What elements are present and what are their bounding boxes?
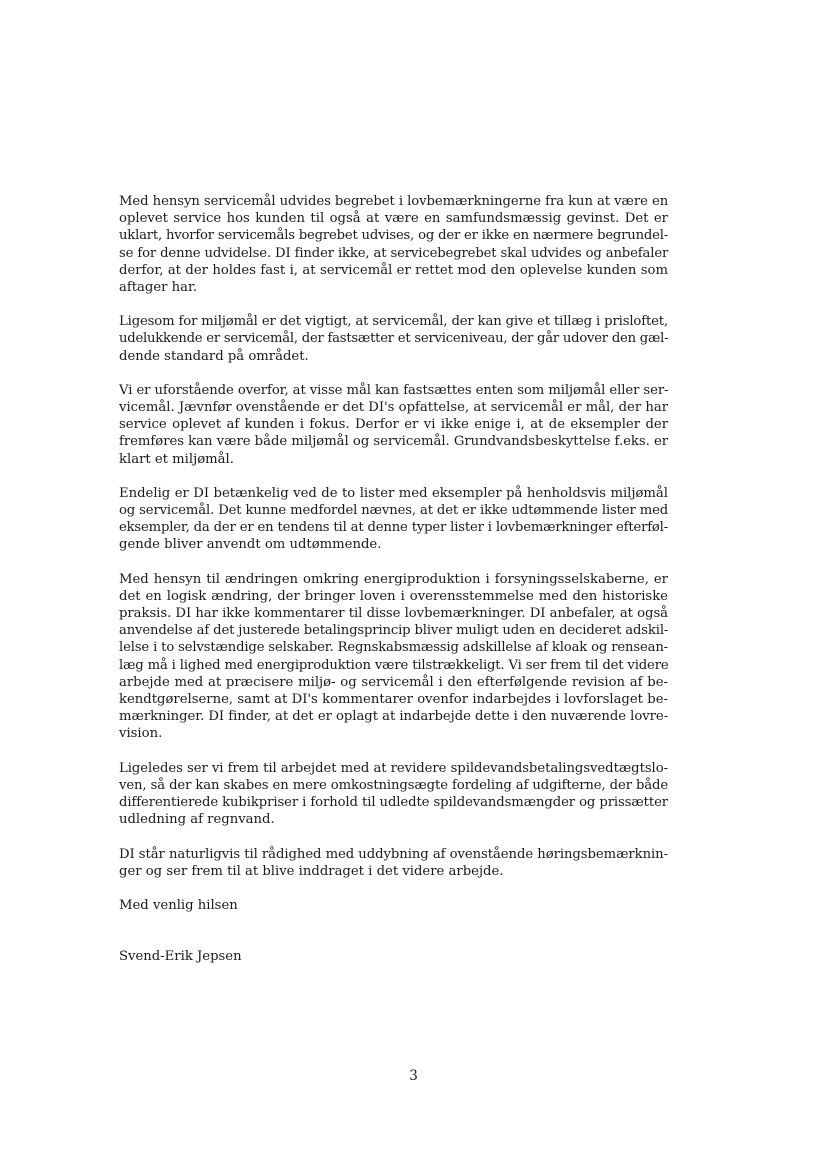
paragraph-6 — [119, 760, 668, 829]
text-line: læg må i lighed med energiproduktion være tilstrækkeligt. Vi ser frem til det videre — [119, 657, 669, 673]
text-line: aftager har. — [119, 280, 198, 296]
text-line: dende standard på området. — [119, 348, 309, 364]
text-line: Med hensyn til ændringen omkring energiproduktion i forsyningsselskaberne, er — [119, 571, 668, 587]
paragraph-5 — [119, 571, 668, 743]
text-line: uklart, hvorfor servicemåls begrebet udvises, og der er ikke en nærmere begrundel- — [119, 228, 668, 244]
paragraph-2 — [119, 313, 668, 365]
text-line: Endelig er DI betænkelig ved de to lister med eksempler på henholdsvis miljømål — [119, 485, 668, 501]
text-line: oplevet service hos kunden til også at være en samfundsmæssig gevinst. Det er — [119, 211, 668, 227]
paragraph-4 — [119, 485, 668, 554]
text-line: kendtgørelserne, samt at DI's kommentarer ovenfor indarbejdes i lovforslaget be- — [119, 692, 668, 708]
text-line: Ligeledes ser vi frem til arbejdet med at revidere spildevandsbetalingsvedtægtslo- — [119, 760, 668, 776]
text-line: udledning af regnvand. — [119, 812, 275, 828]
text-line: vicemål. Jævnfør ovenstående er det DI's opfattelse, at servicemål er mål, der har — [119, 400, 668, 416]
text-line: ven, så der kan skabes en mere omkostningsægte fordeling af udgifterne, der både — [119, 777, 669, 793]
text-line: praksis. DI har ikke kommentarer til disse lovbemærkninger. DI anbefaler, at også — [119, 606, 668, 622]
text-line: klart et miljømål. — [119, 451, 234, 467]
text-line: udelukkende er servicemål, der fastsætter et serviceniveau, der går udover den gæl- — [119, 331, 669, 347]
text-line: Vi er uforstående overfor, at visse mål kan fastsættes enten som miljømål eller ser- — [119, 382, 669, 398]
page-number: 3 — [409, 1068, 418, 1084]
letter-body — [119, 193, 668, 965]
text-line: det en logisk ændring, der bringer loven i overensstemmelse med den historiske — [119, 588, 668, 604]
signature-name: Svend-Erik Jepsen — [119, 949, 242, 965]
text-line: Ligesom for miljømål er det vigtigt, at servicemål, der kan give et tillæg i prisloftet, — [119, 314, 668, 330]
closing-salutation: Med venlig hilsen — [119, 897, 238, 913]
text-line: differentierede kubikpriser i forhold til udledte spildevandsmængder og prissætter — [119, 795, 668, 811]
paragraph-1 — [119, 193, 668, 296]
text-line: ger og ser frem til at blive inddraget i det videre arbejde. — [119, 863, 504, 879]
paragraph-7 — [119, 846, 668, 880]
text-line: service oplevet af kunden i fokus. Derfor er vi ikke enige i, at de eksempler der — [119, 417, 668, 433]
text-line: eksempler, da der er en tendens til at denne typer lister i lovbemærkninger efterføl- — [119, 520, 668, 536]
text-line: og servicemål. Det kunne medfordel nævnes, at det er ikke udtømmende lister med — [119, 503, 669, 519]
text-line: Med hensyn servicemål udvides begrebet i lovbemærkningerne fra kun at være en — [119, 194, 669, 209]
text-line: anvendelse af det justerede betalingsprincip bliver muligt uden en decideret adskil- — [119, 623, 669, 639]
text-line: derfor, at der holdes fast i, at servicemål er rettet mod den oplevelse kunden som — [119, 262, 668, 278]
text-line: lelse i to selvstændige selskaber. Regnskabsmæssig adskillelse af kloak og rensean- — [119, 640, 668, 656]
text-line: gende bliver anvendt om udtømmende. — [119, 537, 382, 553]
text-line: DI står naturligvis til rådighed med uddybning af ovenstående høringsbemærknin- — [119, 846, 668, 862]
text-line: fremføres kan være både miljømål og servicemål. Grundvandsbeskyttelse f.eks. er — [119, 434, 669, 450]
paragraph-3 — [119, 382, 668, 468]
text-line: arbejde med at præcisere miljø- og servicemål i den efterfølgende revision af be- — [119, 674, 668, 690]
text-line: se for denne udvidelse. DI finder ikke, at servicebegrebet skal udvides og anbefaler — [119, 245, 669, 261]
text-line: mærkninger. DI finder, at det er oplagt at indarbejde dette i den nuværende lovre- — [119, 709, 669, 725]
text-line: vision. — [119, 726, 163, 742]
